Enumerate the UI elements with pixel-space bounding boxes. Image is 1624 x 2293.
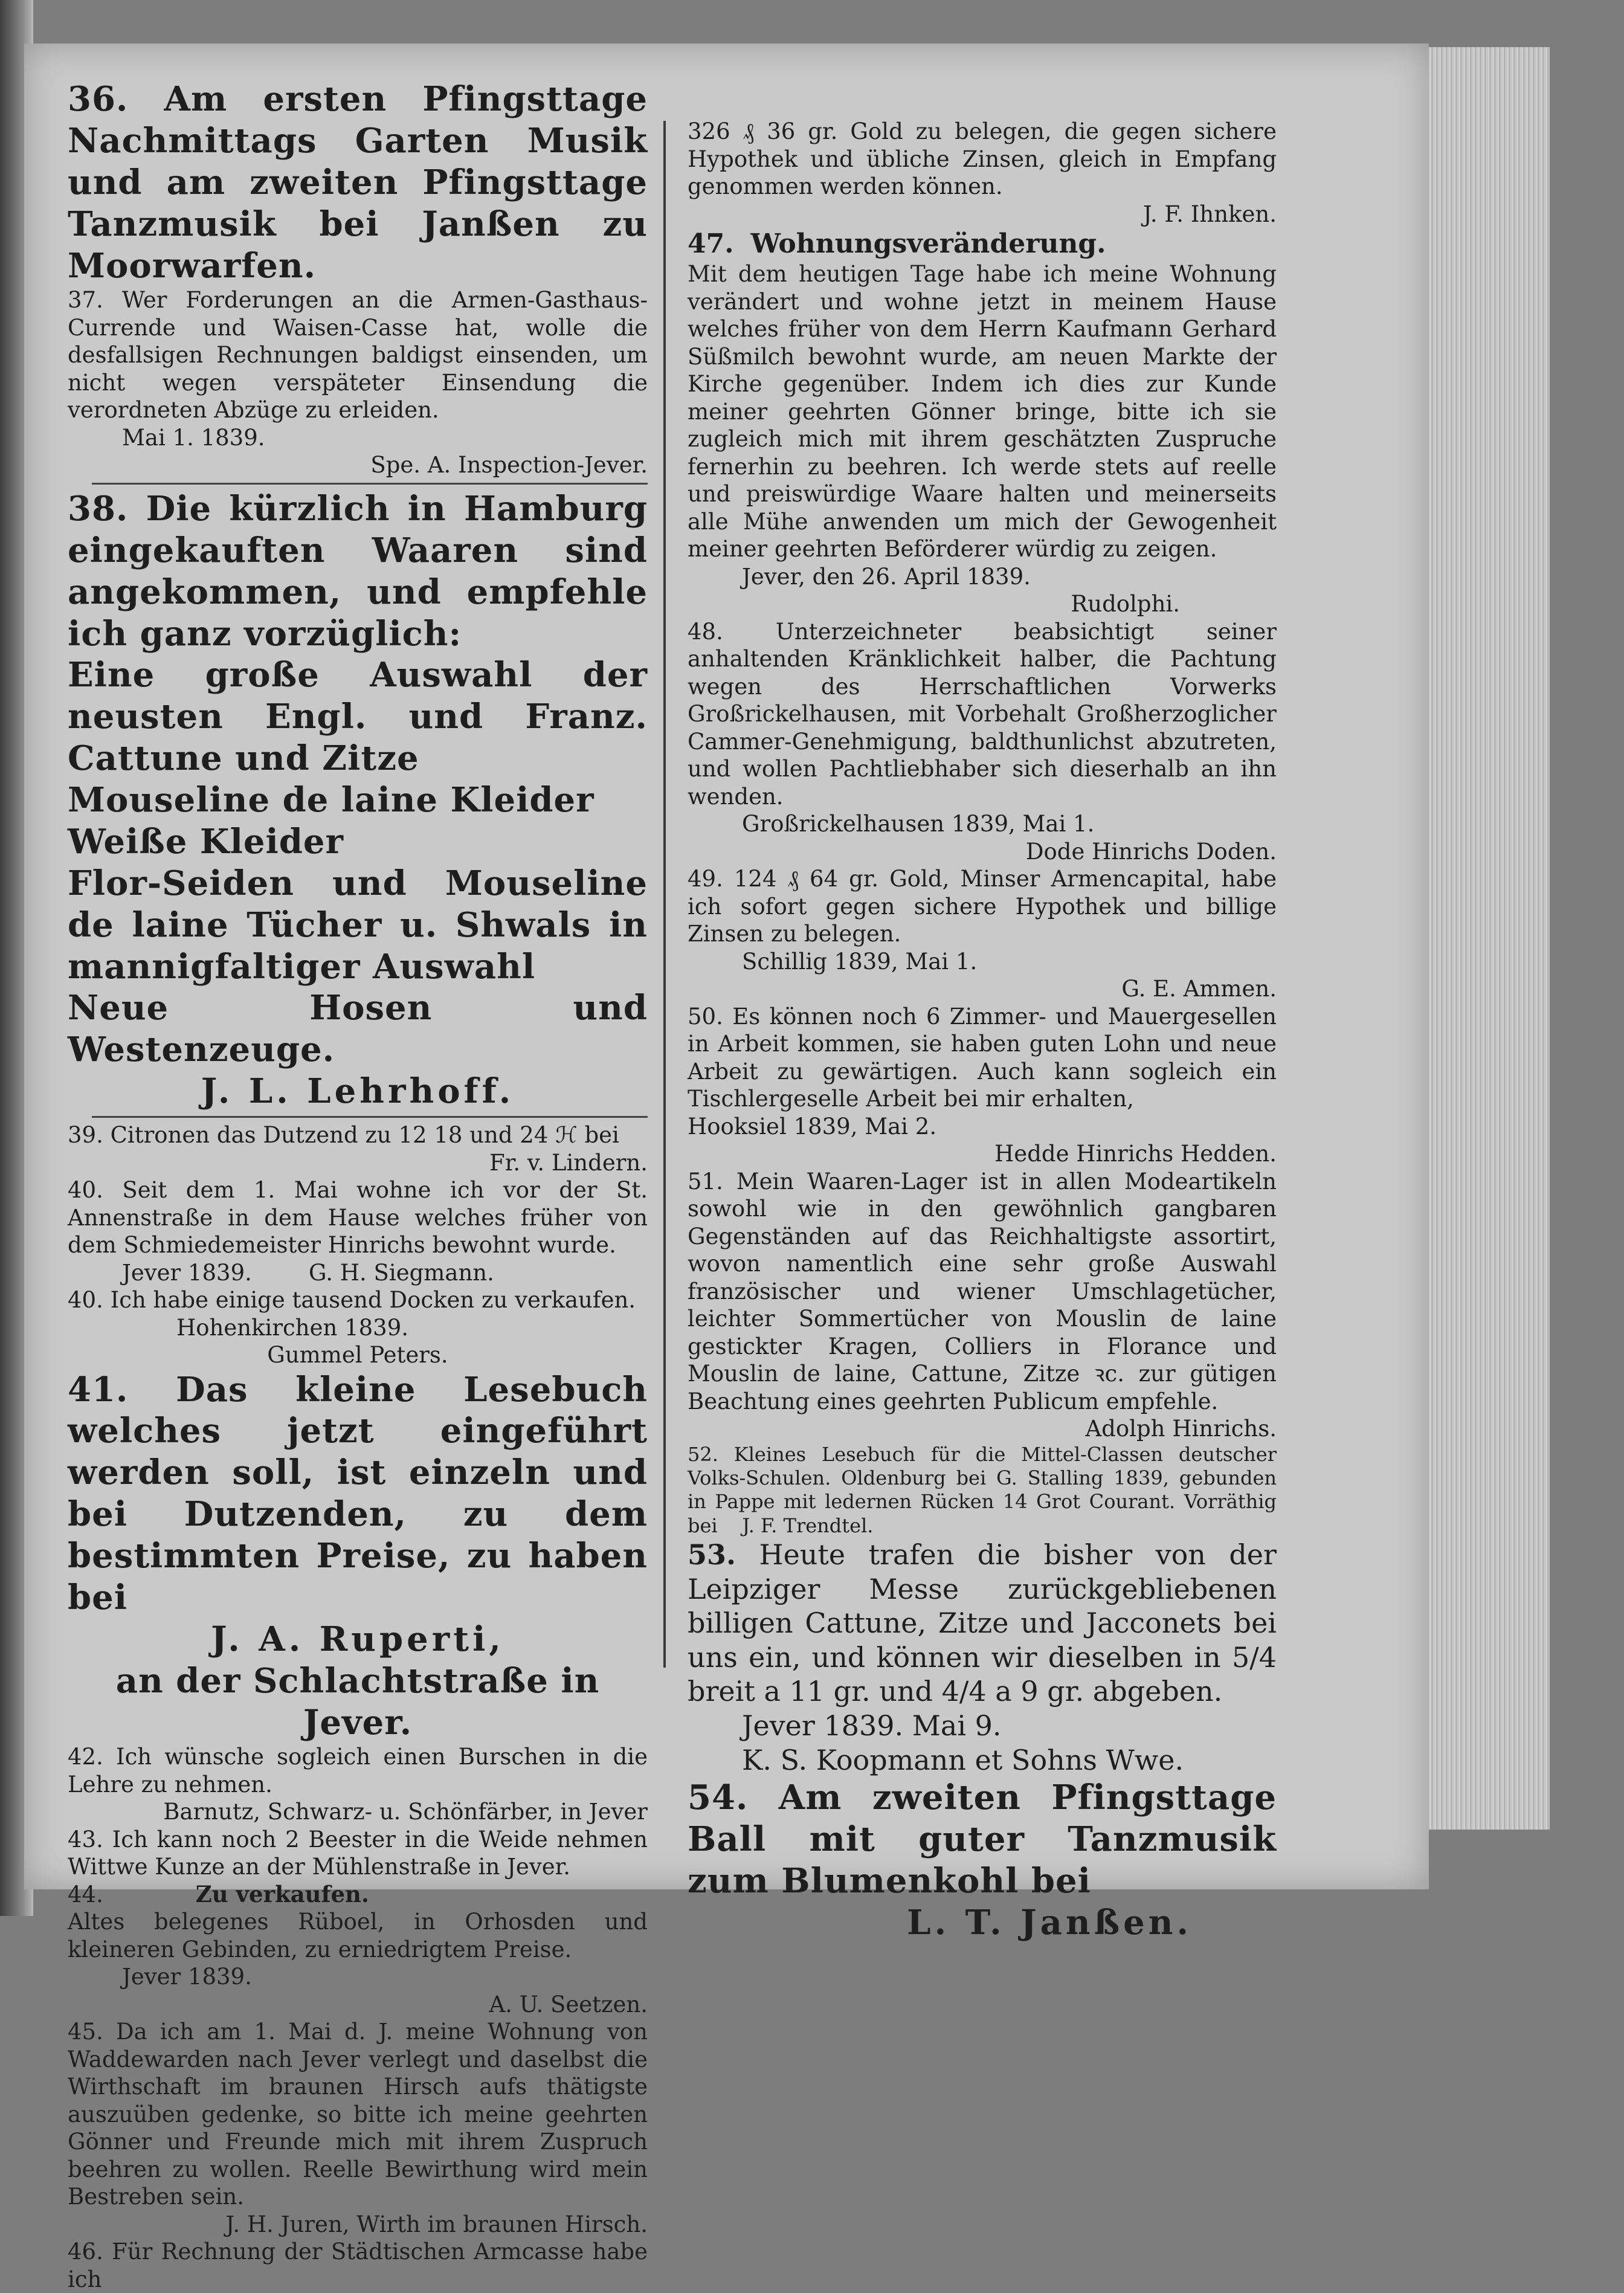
notice-39 xyxy=(68,1121,648,1149)
notice-title: Zu verkaufen. xyxy=(195,1880,369,1908)
right-column xyxy=(688,118,1277,1944)
notice-text: Ich kann noch 2 Beester in die Weide nehmen Wittwe Kunze an der Mühlenstraße in Jever. xyxy=(68,1826,648,1880)
notice-38 xyxy=(68,488,648,655)
notice-signature: Barnutz, Schwarz- u. Schönfärber, in Jever xyxy=(163,1799,648,1825)
notice-number: 49. xyxy=(688,866,723,892)
notice-44 xyxy=(68,1881,648,1909)
notice-place: Hohenkirchen 1839. xyxy=(176,1314,409,1341)
notice-place: Schillig 1839, Mai 1. xyxy=(742,948,978,975)
notice-text: Ich habe einige tausend Docken zu verkaufen. xyxy=(110,1287,636,1313)
notice-place: Jever 1839. xyxy=(122,1259,252,1286)
notice-signature: J. F. Trendtel. xyxy=(742,1514,874,1537)
notice-text: Wer Forderungen an die Armen-Gasthaus-Currende und Waisen-Casse hat, wolle die desfallsigen Rechnungen baldigst einsenden, um nicht wegen verspäteter Einsendung die verordneten Abzüge zu erleiden. xyxy=(68,287,648,424)
offer-item: Eine große Auswahl der neusten Engl. und Franz. Cattune und Zitze xyxy=(68,655,648,779)
notice-place: Jever, den 26. April 1839. xyxy=(742,563,1031,590)
notice-place: Jever 1839. xyxy=(122,1964,252,1990)
notice-number: 50. xyxy=(688,1003,723,1030)
notice-46 xyxy=(68,2238,648,2293)
offer-item: Weiße Kleider xyxy=(68,821,344,862)
notice-number: 38. xyxy=(68,488,129,529)
notice-signature: G. H. Siegmann. xyxy=(309,1259,494,1286)
notice-number: 39. xyxy=(68,1122,103,1148)
left-column xyxy=(68,79,648,2293)
notice-54 xyxy=(688,1777,1277,1902)
notice-number: 40. xyxy=(68,1287,103,1313)
notice-place: Jever 1839. Mai 9. xyxy=(742,1709,1002,1742)
notice-place-sign xyxy=(68,1259,648,1287)
notice-text: Das kleine Lesebuch welches jetzt eingeführt werden soll, ist einzeln und bei Dutzenden, zu dem bestimmten Preise, zu haben bei xyxy=(68,1369,648,1617)
notice-number: 45. xyxy=(68,2019,103,2045)
notice-place: Großrickelhausen 1839, Mai 1. xyxy=(742,811,1095,837)
notice-text: Für Rechnung der Städtischen Armcasse habe ich xyxy=(68,2239,648,2292)
notice-41 xyxy=(68,1369,648,1619)
notice-52 xyxy=(688,1443,1277,1538)
notice-43 xyxy=(68,1826,648,1881)
notice-48 xyxy=(688,618,1277,811)
offer-item: Flor-Seiden und Mouseline de laine Tücher u. Shwals in mannigfaltiger Auswahl xyxy=(68,863,648,987)
offer-item: Mouseline de laine Kleider xyxy=(68,780,594,820)
notice-text: Mit dem heutigen Tage habe ich meine Wohnung verändert und wohne jetzt in meinem Hause welches früher von dem Herrn Kaufmann Gerhard Süßmilch bewohnt wurde, am neuen Markte der Kirche gegenüber. Indem ich dies zur Kunde meiner geehrten Gönner bringe, bitte ich sie zugleich mich mit ihrem geschätzten Zuspruche fernerhin zu beehren. Ich werde stets auf reelle und preiswürdige Waare halten und meinerseits alle Mühe anwenden um mich der Gewogenheit meiner geehrten Beförderer würdig zu zeigen. xyxy=(688,261,1277,563)
notice-signature: Fr. v. Lindern. xyxy=(489,1149,648,1176)
notice-text: Seit dem 1. Mai wohne ich vor der St. Annenstraße in dem Hause welches früher von dem Schmiedemeister Hinrichs bewohnt wurde. xyxy=(68,1177,648,1258)
notice-text: Die kürzlich in Hamburg eingekauften Waaren sind angekommen, und empfehle ich ganz vorzüglich: xyxy=(68,488,648,654)
notice-text: Altes belegenes Rüboel, in Orhosden und kleineren Gebinden, zu erniedrigtem Preise. xyxy=(68,1909,648,1962)
separator xyxy=(92,1116,648,1118)
notice-signature: J. H. Juren, Wirth im braunen Hirsch. xyxy=(225,2211,648,2237)
notice-number: 36. xyxy=(68,79,129,119)
notice-signature: G. E. Ammen. xyxy=(1121,976,1277,1002)
notice-address: an der Schlachtstraße in Jever. xyxy=(115,1660,600,1743)
notice-number: 44. xyxy=(68,1881,103,1908)
notice-signature: Gummel Peters. xyxy=(267,1342,448,1368)
column-divider xyxy=(663,121,666,1668)
notice-text: Am ersten Pfingsttage Nachmittags Garten Musik und am zweiten Pfingsttage Tanzmusik bei Janßen zu Moorwarfen. xyxy=(68,79,648,286)
notice-text: 124 ₰ 64 gr. Gold, Minser Armencapital, habe ich sofort gegen sichere Hypothek und billige Zinsen zu belegen. xyxy=(688,866,1277,947)
notice-number: 40. xyxy=(68,1177,103,1203)
notice-text: Da ich am 1. Mai d. J. meine Wohnung von Waddewarden nach Jever verlegt und daselbst die Wirthschaft im braunen Hirsch aufs thätigste auszuüben gedenke, so bitte ich meine geehrten Gönner und Freunde mich mit ihrem Zuspruch beehren zu wollen. Reelle Bewirthung wird mein Bestreben sein. xyxy=(68,2019,648,2210)
notice-number: 53. xyxy=(688,1538,736,1572)
notice-signature: Dode Hinrichs Doden. xyxy=(1025,838,1277,865)
notice-signature: J. F. Ihnken. xyxy=(1142,201,1277,227)
notice-text: Citronen das Dutzend zu 12 18 und 24 ℋ bei xyxy=(110,1122,619,1148)
notice-text: Es können noch 6 Zimmer- und Mauergesellen in Arbeit kommen, sie haben guten Lohn und neue Arbeit zu gewärtigen. Auch kann sogleich ein Tischlergeselle Arbeit bei mir erhalten, xyxy=(688,1003,1277,1112)
notice-36 xyxy=(68,79,648,286)
notice-number: 42. xyxy=(68,1744,103,1770)
offer-item: Neue Hosen und Westenzeuge. xyxy=(68,988,648,1070)
page-edge xyxy=(1429,47,1550,1830)
separator xyxy=(92,483,648,485)
notice-51 xyxy=(688,1168,1277,1416)
notice-text: Am zweiten Pfingsttage Ball mit guter Tanzmusik zum Blumenkohl bei xyxy=(688,1778,1277,1901)
notice-number: 43. xyxy=(68,1826,103,1853)
notice-40a xyxy=(68,1176,648,1259)
notice-text: Ich wünsche sogleich einen Burschen in die Lehre zu nehmen. xyxy=(68,1744,648,1798)
notice-number: 41. xyxy=(68,1369,129,1410)
notice-number: 51. xyxy=(688,1168,723,1195)
notice-date: Mai 1. 1839. xyxy=(122,424,265,451)
notice-text: Kleines Lesebuch für die Mittel-Classen deutscher Volks-Schulen. Oldenburg bei G. Stalling 1839, gebunden in Pappe mit ledernen Rücken 14 Grot Courant. Vorräthig bei xyxy=(688,1442,1277,1537)
notice-signature: Hedde Hinrichs Hedden. xyxy=(994,1141,1277,1167)
notice-place: Hooksiel 1839, Mai 2. xyxy=(688,1113,937,1140)
notice-number: 46. xyxy=(68,2239,103,2265)
notice-signature: Rudolphi. xyxy=(1071,591,1180,618)
notice-signature: A. U. Seetzen. xyxy=(489,1991,648,2017)
notice-42 xyxy=(68,1743,648,1798)
notice-signature: L. T. Janßen. xyxy=(907,1902,1192,1943)
notice-text: Mein Waaren-Lager ist in allen Modeartikeln sowohl wie in den gewöhnlich gangbaren Gegenständen auf das Reichhaltigste assortirt, wovon namentlich eine sehr große Auswahl französischer und wiener Umschlagetücher, leichter Sommertücher von Mouslin de laine gestickter Kragen, Colliers in Florance und Mouslin de laine, Cattune, Zitze ꝛc. zur gütigen Beachtung eines geehrten Publicum empfehle. xyxy=(688,1168,1277,1414)
notice-50 xyxy=(688,1003,1277,1113)
notice-number: 52. xyxy=(688,1442,718,1466)
notice-title: Wohnungsveränderung. xyxy=(750,228,1106,259)
notice-45 xyxy=(68,2018,648,2211)
notice-text: Unterzeichneter beabsichtigt seiner anhaltenden Kränklichkeit halber, die Pachtung wegen des Herrschaftlichen Vorwerks Großrickelhausen, mit Vorbehalt Großherzoglicher Cammer-Genehmigung, baldthunlichst abzutreten, und wollen Pachtliebhaber sich dieserhalb an ihn wenden. xyxy=(688,618,1277,810)
notice-53 xyxy=(688,1538,1277,1709)
notice-signature: J. A. Ruperti, xyxy=(211,1619,504,1659)
notice-49 xyxy=(688,865,1277,948)
notice-signature: J. L. Lehrhoff. xyxy=(201,1071,515,1112)
notice-text: Heute trafen die bisher von der Leipziger Messe zurückgebliebenen billigen Cattune, Zitze und Jacconets bei uns ein, und können wir dieselben in 5/4 breit a 11 gr. und 4/4 a 9 gr. abgeben. xyxy=(688,1538,1277,1708)
notice-number: 54. xyxy=(688,1778,749,1818)
notice-signature: Adolph Hinrichs. xyxy=(1085,1416,1277,1442)
notice-40b xyxy=(68,1286,648,1314)
notice-47-heading xyxy=(688,228,1277,260)
notice-37 xyxy=(68,286,648,424)
notice-number: 37. xyxy=(68,287,103,314)
notice-signature: Spe. A. Inspection-Jever. xyxy=(370,452,648,479)
notice-text: 326 ₰ 36 gr. Gold zu belegen, die gegen sichere Hypothek und übliche Zinsen, gleich in Empfang genommen werden können. xyxy=(688,118,1277,199)
notice-number: 47. xyxy=(688,228,734,259)
notice-signature: K. S. Koopmann et Sohns Wwe. xyxy=(742,1743,1184,1776)
notice-number: 48. xyxy=(688,618,723,645)
